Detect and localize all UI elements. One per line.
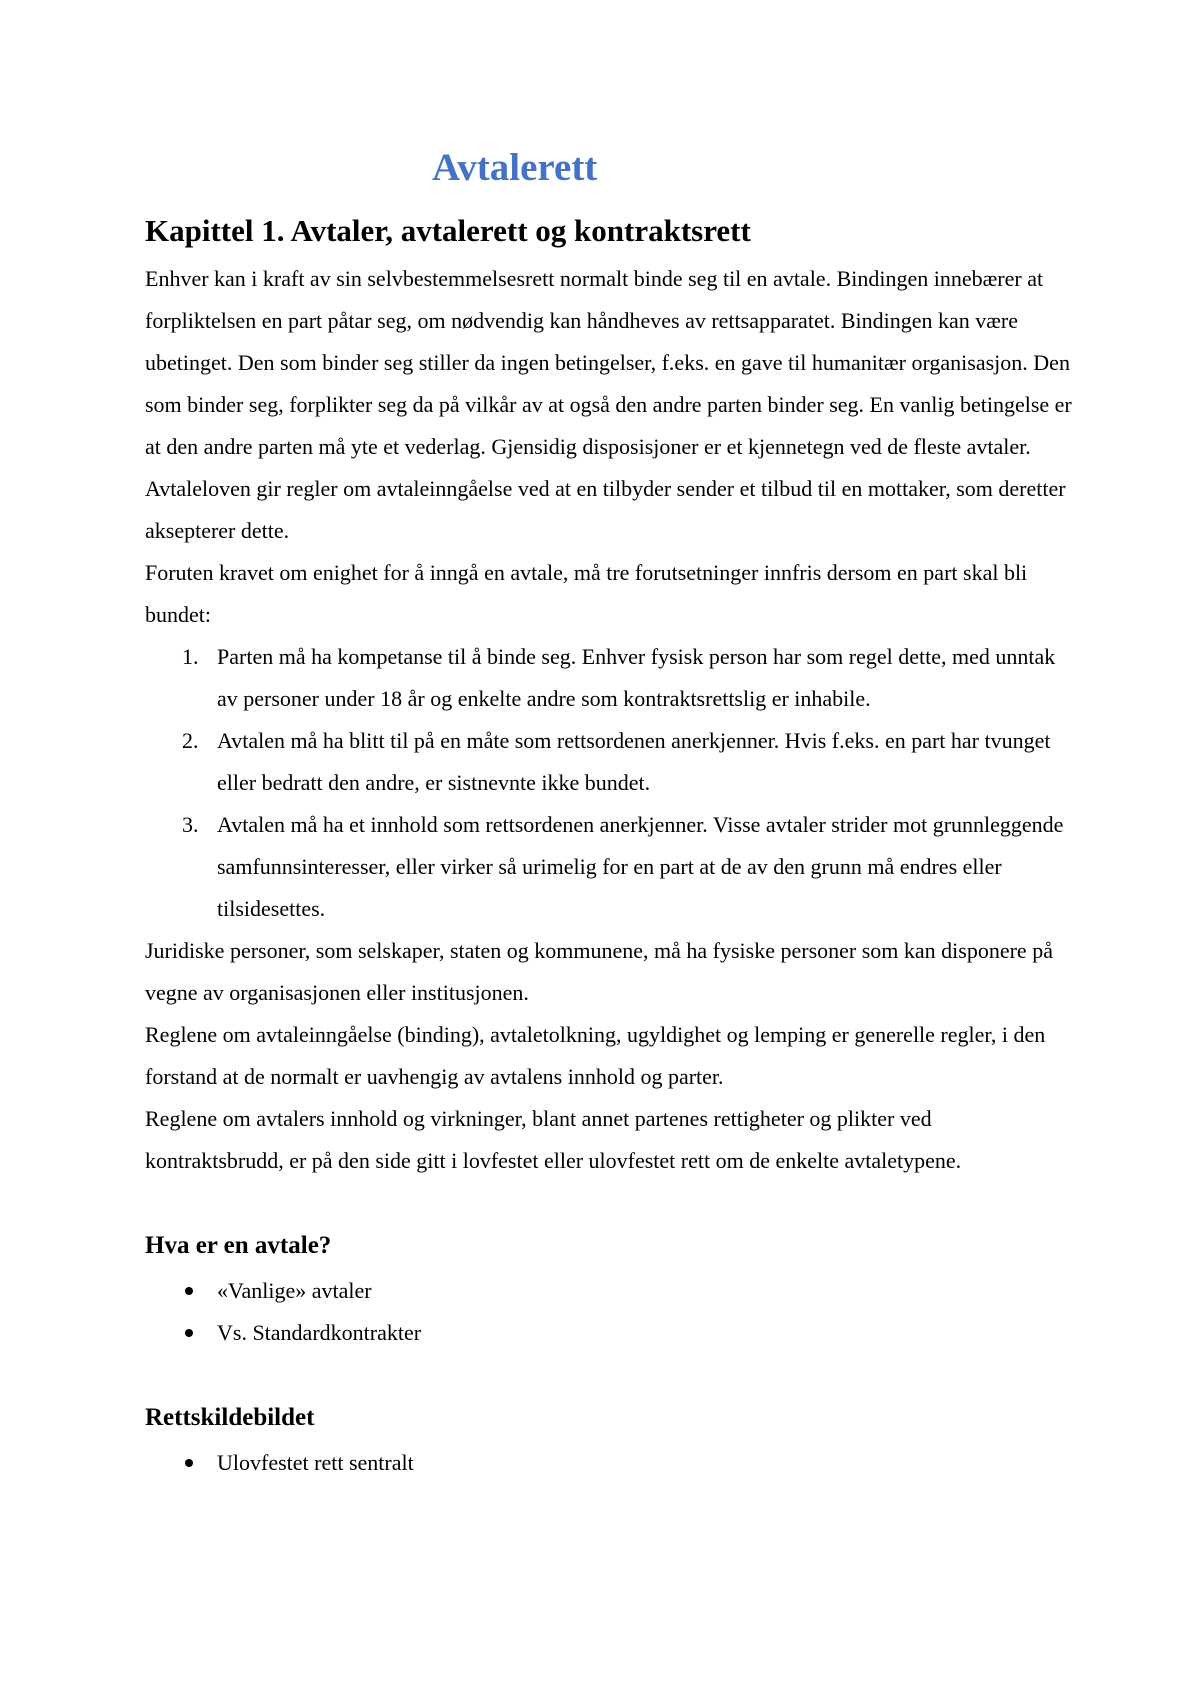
list-item-text: Vs. Standardkontrakter <box>217 1320 422 1345</box>
section-heading-rettskildebildet: Rettskildebildet <box>145 1404 315 1431</box>
list-number: 1. <box>182 644 199 669</box>
bullet-icon <box>185 1459 193 1467</box>
list-item <box>145 1312 1200 1354</box>
list-item-text: Ulovfestet rett sentralt <box>217 1450 414 1475</box>
bullet-list-avtale <box>145 1270 1200 1354</box>
paragraph-avtaletyper: Reglene om avtalers innhold og virkninger, blant annet partenes rettigheter og plikter ved kontraktsbrudd, er på den side gitt i lovfestet eller ulovfestet rett om de enkelte avtaletypene. <box>145 1106 962 1173</box>
section-heading-hva-er-en-avtale: Hva er en avtale? <box>145 1232 332 1259</box>
list-item-text: Avtalen må ha blitt til på en måte som rettsordenen anerkjenner. Hvis f.eks. en part har tvunget eller bedratt den andre, er sistnevnte ikke bundet. <box>217 728 1051 795</box>
paragraph-generelle-regler: Reglene om avtaleinngåelse (binding), avtaletolkning, ugyldighet og lemping er generelle regler, i den forstand at de normalt er uavhengig av avtalens innhold og parter. <box>145 1022 1046 1089</box>
list-item <box>145 1270 1200 1312</box>
list-number: 2. <box>182 728 199 753</box>
list-item <box>145 1442 1200 1484</box>
bullet-list-rettskilder <box>145 1442 1200 1484</box>
list-item <box>145 804 1075 930</box>
list-item <box>145 636 1075 720</box>
paragraph-forutsetninger: Foruten kravet om enighet for å inngå en avtale, må tre forutsetninger innfris dersom en part skal bli bundet: <box>145 560 1028 627</box>
paragraph-avtaleloven: Avtaleloven gir regler om avtaleinngåelse ved at en tilbyder sender et tilbud til en mottaker, som deretter aksepterer dette. <box>145 476 1066 543</box>
list-item-text: Avtalen må ha et innhold som rettsordenen anerkjenner. Visse avtaler strider mot grunnleggende samfunnsinteresser, eller virker så urimelig for en part at de av den grunn må endres eller tilsidesettes. <box>217 812 1064 921</box>
list-item-text: Parten må ha kompetanse til å binde seg. Enhver fysisk person har som regel dette, med unntak av personer under 18 år og enkelte andre som kontraktsrettslig er inhabile. <box>217 644 1056 711</box>
bullet-icon <box>185 1287 193 1295</box>
list-number: 3. <box>182 812 199 837</box>
list-item-text: «Vanlige» avtaler <box>217 1278 372 1303</box>
list-item <box>145 720 1075 804</box>
requirements-list <box>145 636 1075 930</box>
document-title: Avtalerett <box>432 146 598 189</box>
chapter-heading: Kapittel 1. Avtaler, avtalerett og kontraktsrett <box>145 213 751 248</box>
chapter-body <box>145 258 1075 1182</box>
paragraph-juridiske-personer: Juridiske personer, som selskaper, staten og kommunene, må ha fysiske personer som kan disponere på vegne av organisasjonen eller institusjonen. <box>145 938 1053 1005</box>
bullet-icon <box>185 1329 193 1337</box>
paragraph-binding: Enhver kan i kraft av sin selvbestemmelsesrett normalt binde seg til en avtale. Bindingen innebærer at forpliktelsen en part påtar seg, om nødvendig kan håndheves av rettsapparatet. Bindingen kan være ubetinget. Den som binder seg stiller da ingen betingelser, f.eks. en gave til humanitær organisasjon. Den som binder seg, forplikter seg da på vilkår av at også den andre parten binder seg. En vanlig betingelse er at den andre parten må yte et vederlag. Gjensidig disposisjoner er et kjennetegn ved de fleste avtaler. <box>145 266 1072 459</box>
